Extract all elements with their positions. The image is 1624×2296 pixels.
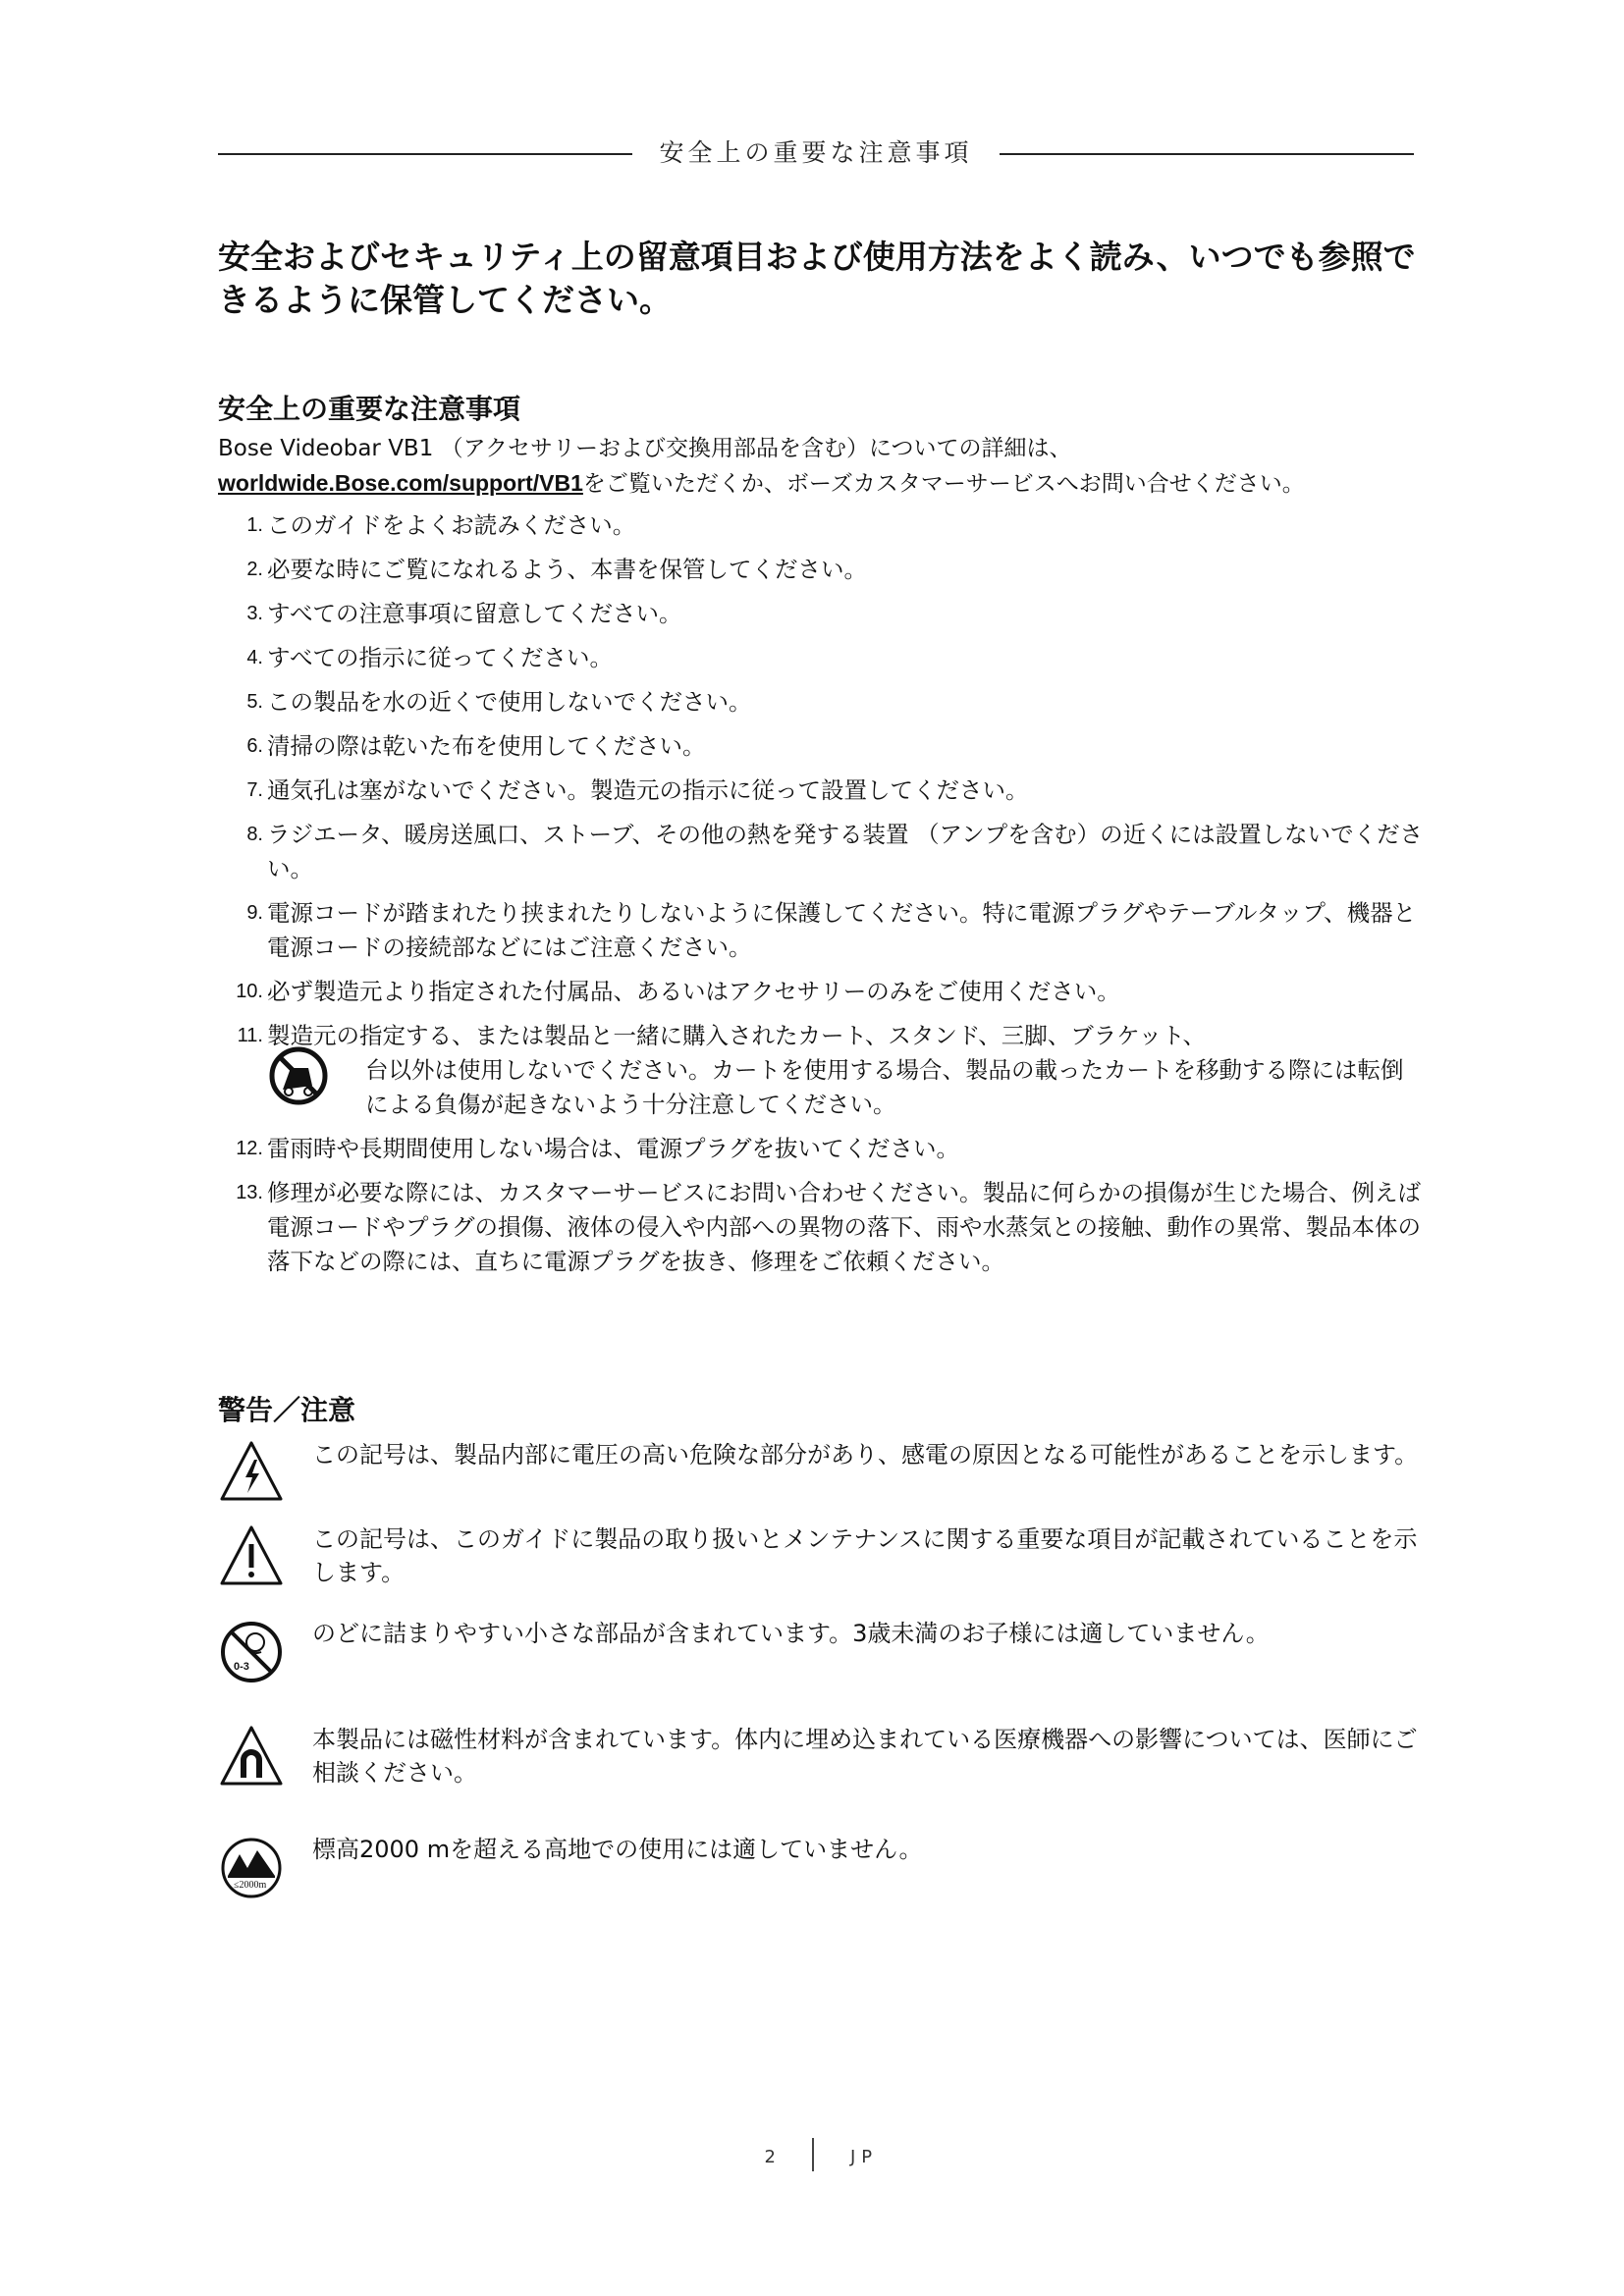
item-text: 通気孔は塞がないでください。製造元の指示に従って設置してください。 bbox=[267, 776, 1029, 804]
item-number: 4. bbox=[246, 647, 263, 668]
item-number: 10. bbox=[236, 981, 263, 1002]
item-text: 製造元の指定する、または製品と一緒に購入されたカート、スタンド、三脚、ブラケット、 bbox=[267, 1022, 1206, 1049]
icon-age-label: 0-3 bbox=[234, 1661, 249, 1673]
item-number: 11. bbox=[237, 1025, 263, 1046]
item-number: 6. bbox=[246, 735, 263, 757]
warning-item bbox=[218, 1522, 1426, 1607]
magnet-warning-icon bbox=[218, 1723, 285, 1789]
item-number: 9. bbox=[246, 902, 263, 924]
warning-text: この記号は、このガイドに製品の取り扱いとメンテナンスに関する重要な項目が記載されていることを示します。 bbox=[312, 1525, 1418, 1586]
electric-shock-warning-icon bbox=[218, 1438, 285, 1505]
item-text: 必要な時にご覧になれるよう、本書を保管してください。 bbox=[267, 556, 867, 583]
item-text: 清掃の際は乾いた布を使用してください。 bbox=[267, 732, 706, 760]
intro-paragraph bbox=[218, 432, 1426, 502]
item-text: すべての指示に従ってください。 bbox=[267, 644, 614, 671]
page-number: 2 bbox=[764, 2147, 778, 2167]
safety-instructions-list bbox=[218, 508, 1426, 1289]
list-item bbox=[218, 553, 1426, 587]
warnings-heading: 警告／注意 bbox=[218, 1394, 356, 1426]
warning-text: 標高2000 mを超える高地での使用には適していません。 bbox=[312, 1836, 923, 1863]
list-item bbox=[218, 1176, 1426, 1279]
item-number: 1. bbox=[246, 514, 263, 536]
item-number: 8. bbox=[246, 824, 263, 845]
intro-line2: をご覧いただくか、ボーズカスタマーサービスへお問い合せください。 bbox=[582, 471, 1305, 497]
item-number: 3. bbox=[246, 603, 263, 624]
item-text: 雷雨時や長期間使用しない場合は、電源プラグを抜いてください。 bbox=[267, 1135, 959, 1162]
warning-text: のどに詰まりやすい小さな部品が含まれています。3歳未満のお子様には適していません。 bbox=[312, 1620, 1270, 1647]
warning-item bbox=[218, 1723, 1426, 1823]
list-item bbox=[218, 641, 1426, 675]
language-code: JP bbox=[850, 2147, 879, 2167]
item-text: 修理が必要な際には、カスタマーサービスにお問い合わせください。製品に何らかの損傷が生じた場合、例えば電源コードやプラグの損傷、液体の侵入や内部への異物の落下、雨や水蒸気との接触、動作の異常、製品本体の落下などの際には、直ちに電源プラグを抜き、修理をご依頼ください。 bbox=[267, 1179, 1421, 1275]
altitude-limit-icon bbox=[218, 1833, 285, 1899]
small-parts-choking-icon bbox=[218, 1617, 285, 1683]
item-number: 12. bbox=[236, 1138, 263, 1159]
list-item bbox=[218, 975, 1426, 1009]
header-rule-left bbox=[218, 153, 632, 155]
warnings-list bbox=[218, 1438, 1426, 1903]
page-footer bbox=[0, 2138, 1624, 2177]
important-safety-heading: 安全上の重要な注意事項 bbox=[218, 393, 521, 425]
warning-item bbox=[218, 1438, 1426, 1513]
item-text: すべての注意事項に留意してください。 bbox=[267, 600, 682, 627]
lead-statement: 安全およびセキュリティ上の留意項目および使用方法をよく読み、いつでも参照できるように保管してください。 bbox=[218, 238, 1416, 319]
list-item bbox=[218, 1132, 1426, 1166]
item-text: この製品を水の近くで使用しないでください。 bbox=[267, 688, 752, 716]
item-text: 電源コードが踏まれたり挟まれたりしないように保護してください。特に電源プラグやテーブルタップ、機器と電源コードの接続部などにはご注意ください。 bbox=[267, 899, 1417, 961]
warning-item bbox=[218, 1617, 1426, 1713]
item-text: 必ず製造元より指定された付属品、あるいはアクセサリーのみをご使用ください。 bbox=[267, 978, 1120, 1005]
list-item bbox=[218, 729, 1426, 764]
list-item bbox=[218, 774, 1426, 808]
icon-altitude-label: ≤2000m bbox=[234, 1880, 267, 1891]
item-text: このガイドをよくお読みください。 bbox=[267, 511, 636, 539]
item-number: 2. bbox=[246, 559, 263, 580]
list-item bbox=[218, 896, 1426, 965]
intro-line1: Bose Videobar VB1 （アクセサリーおよび交換用部品を含む）についての詳細は、 bbox=[218, 436, 1072, 461]
item-number: 13. bbox=[236, 1182, 263, 1203]
warning-text: 本製品には磁性材料が含まれています。体内に埋め込まれている医療機器への影響については、医師にご相談ください。 bbox=[312, 1726, 1418, 1787]
list-item bbox=[218, 685, 1426, 720]
item-text-continued: 台以外は使用しないでください。カートを使用する場合、製品の載ったカートを移動する際には転倒による負傷が起きないよう十分注意してください。 bbox=[365, 1056, 1404, 1118]
page-header bbox=[218, 133, 1414, 165]
item-text: ラジエータ、暖房送風口、ストーブ、その他の熱を発する装置 （アンプを含む）の近くには設置しないでください。 bbox=[267, 821, 1424, 882]
exclamation-warning-icon bbox=[218, 1522, 285, 1589]
warning-text: この記号は、製品内部に電圧の高い危険な部分があり、感電の原因となる可能性があることを示します。 bbox=[312, 1441, 1419, 1468]
header-rule-right bbox=[1000, 153, 1414, 155]
support-link[interactable]: worldwide.Bose.com/support/VB1 bbox=[218, 470, 583, 496]
list-item bbox=[218, 1019, 1426, 1122]
list-item bbox=[218, 818, 1426, 886]
warning-item bbox=[218, 1833, 1426, 1903]
list-item bbox=[218, 597, 1426, 631]
footer-divider bbox=[812, 2138, 814, 2171]
item-number: 5. bbox=[246, 691, 263, 713]
list-item bbox=[218, 508, 1426, 543]
item-number: 7. bbox=[246, 779, 263, 801]
header-title: 安全上の重要な注意事項 bbox=[659, 138, 973, 167]
cart-tipover-warning-icon bbox=[269, 1046, 328, 1105]
